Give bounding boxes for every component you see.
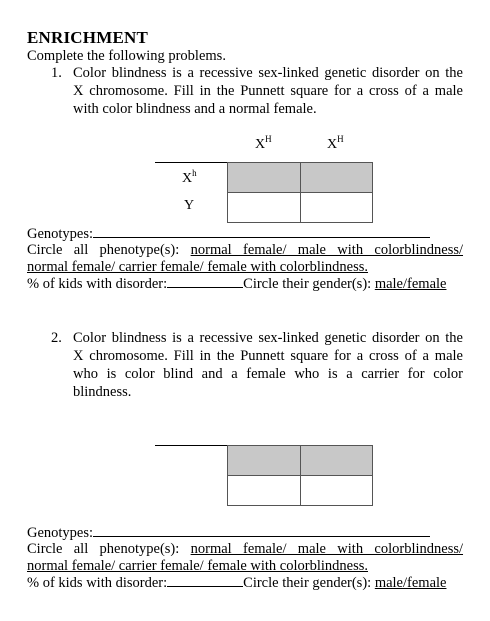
- q2-genotypes-blank[interactable]: [93, 525, 430, 537]
- q2-punnett-cell-1-2[interactable]: [300, 445, 373, 476]
- q2-percent-label: % of kids with disorder:: [27, 575, 168, 591]
- q1-phenotype-options-2[interactable]: normal female/ carrier female/ female with colorblindness.: [27, 259, 369, 275]
- q1-row-header-2: Y: [184, 198, 195, 213]
- q1-col-header-1: $X^H$: [255, 134, 272, 152]
- q2-genotypes-row: [27, 525, 430, 542]
- q1-percent-label: % of kids with disorder:: [27, 276, 168, 292]
- q1-phenotype-label: Circle all phenotype(s):: [27, 242, 180, 258]
- q1-genotypes-row: [27, 226, 430, 243]
- q1-row-header-1: $X^h$: [182, 168, 197, 186]
- q2-punnett-cell-2-1[interactable]: [227, 475, 301, 506]
- q2-gender-options[interactable]: male/female: [374, 575, 447, 591]
- q2-header-rule: [155, 445, 228, 446]
- q1-gender-options[interactable]: male/female: [374, 276, 447, 292]
- q1-header-rule: [155, 162, 228, 163]
- q1-gender-label: Circle their gender(s):: [243, 276, 372, 292]
- q1-genotypes-blank[interactable]: [93, 226, 430, 238]
- q2-text-line-1: Color blindness is a recessive sex-linked genetic disorder on the: [73, 330, 463, 346]
- instructions: Complete the following problems.: [27, 48, 226, 64]
- q1-phenotype-row-1: [27, 242, 463, 259]
- q2-gender-label: Circle their gender(s):: [243, 575, 372, 591]
- q1-punnett-cell-2-2[interactable]: [300, 192, 373, 223]
- q2-percent-blank[interactable]: [167, 575, 243, 587]
- q2-phenotype-options-1[interactable]: normal female/ male with colorblindness/: [190, 541, 464, 557]
- q1-genotypes-label: Genotypes:: [27, 226, 94, 242]
- q2-genotypes-label: Genotypes:: [27, 525, 94, 541]
- q2-percent-row: [27, 575, 446, 592]
- q1-text-line-3: with color blindness and a normal female.: [73, 101, 317, 117]
- q2-phenotype-row-1: [27, 541, 463, 558]
- q1-punnett-cell-2-1[interactable]: [227, 192, 301, 223]
- q1-text-line-2: X chromosome. Fill in the Punnett square for a cross of a male: [73, 83, 463, 99]
- q1-phenotype-options-1[interactable]: normal female/ male with colorblindness/: [190, 242, 464, 258]
- q1-punnett-cell-1-1[interactable]: [227, 162, 301, 193]
- q1-percent-row: [27, 276, 446, 293]
- q2-phenotype-options-2[interactable]: normal female/ carrier female/ female with colorblindness.: [27, 558, 369, 574]
- q1-text-line-1: Color blindness is a recessive sex-linked genetic disorder on the: [73, 65, 463, 81]
- page-title: ENRICHMENT: [27, 28, 149, 47]
- q2-punnett-cell-1-1[interactable]: [227, 445, 301, 476]
- q1-percent-blank[interactable]: [167, 276, 243, 288]
- q2-text-line-2: X chromosome. Fill in the Punnett square for a cross of a male: [73, 348, 463, 364]
- q2-number: 2.: [51, 330, 62, 346]
- q1-col-header-2: $X^H$: [327, 134, 344, 152]
- q2-text-line-3: who is color blind and a female who is a carrier for color: [73, 366, 463, 382]
- q1-punnett-cell-1-2[interactable]: [300, 162, 373, 193]
- q2-text-line-4: blindness.: [73, 384, 132, 400]
- q2-phenotype-label: Circle all phenotype(s):: [27, 541, 180, 557]
- q2-punnett-cell-2-2[interactable]: [300, 475, 373, 506]
- q1-number: 1.: [51, 65, 62, 81]
